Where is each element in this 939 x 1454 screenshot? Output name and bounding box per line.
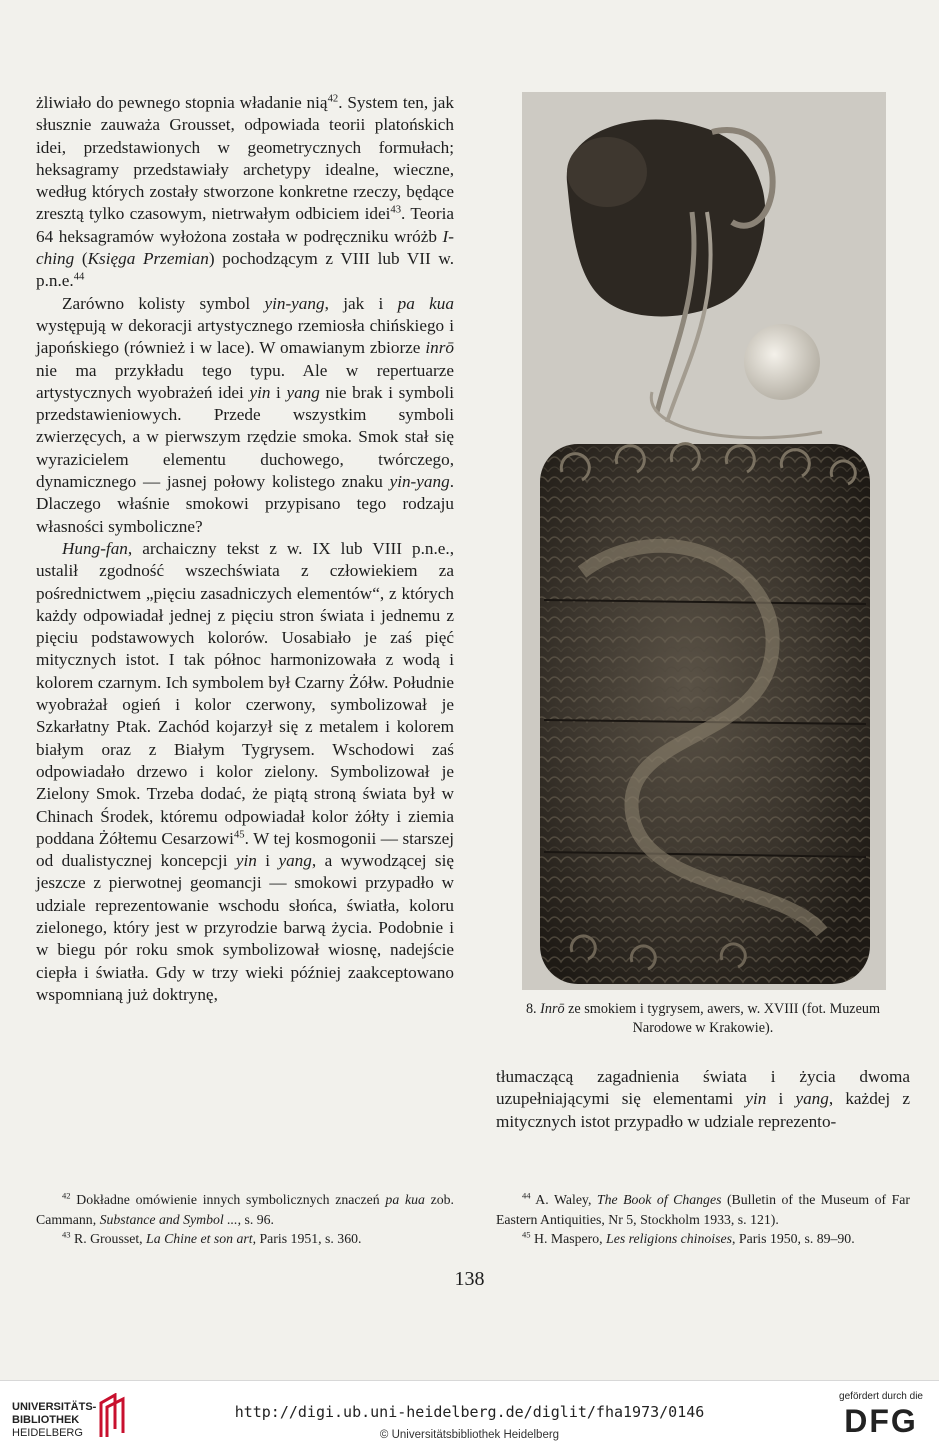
left-paragraph-1: żliwiało do pewnego stopnia władanie nią$^{42}$. System ten, jak słusznie zauważa Grousset, odpowiada teorii platońskich idei, przedstawionych w geometrycznych formułach; heksagramy przedstawiały archetypy idealne, wieczne, według których zostały stworzone konkretne rzeczy, będące zresztą tylko czasowym, nietrwałym odbiciem idei$^{43}$. Teoria 64 heksagramów wyłożona została w podręczniku wróżb I-ching (Księga Przemian) pochodzącym z VIII lub VII w. p.n.e.$^{44}$ [36, 93, 454, 291]
footnote-45: $^{45}$ H. Maspero, Les religions chinoises, Paris 1950, s. 89–90. [522, 1229, 855, 1246]
funder-name: DFG [844, 1403, 918, 1439]
ojime-bead [744, 324, 820, 400]
library-name-line-1: UNIVERSITÄTS- [12, 1401, 97, 1413]
footnote-44: $^{44}$ A. Waley, The Book of Changes (Bulletin of the Museum of Far Eastern Antiquities, Nr 5, Stockholm 1933, s. 121). [496, 1190, 910, 1227]
footnote-43: $^{43}$ R. Grousset, La Chine et son art, Paris 1951, s. 360. [62, 1229, 362, 1246]
digitization-footer [0, 1380, 939, 1454]
inro-photograph [522, 92, 886, 990]
footnotes-right [496, 1190, 910, 1249]
dfg-funder-logo [839, 1391, 923, 1438]
source-url-link[interactable]: http://digi.ub.uni-heidelberg.de/diglit/fha1973/0146 [234, 1403, 705, 1421]
caption-line-1: 8. Inrō ze smokiem i tygrysem, awers, w. XVIII (fot. Muzeum [525, 1001, 881, 1017]
inro-illustration [522, 92, 886, 990]
page-number: 138 [454, 1268, 485, 1290]
left-paragraph-3: Hung-fan, archaiczny tekst z w. IX lub VIII p.n.e., ustalił zgodność wszechświata z człowiekiem za pośrednictwem „pięciu zasadniczych elementów“, z których każdy odpowiadał jednej z pięciu stron świata i jednemu z pięciu podstawowych kolorów. Uosabiało je zaś pięć mitycznych istot. I tak północ harmonizowała z wodą i kolorem czarnym. Ich symbolem był Czarny Żółw. Południe wyobrażał ogień i kolor czerwony, symbolizował je Szkarłatny Ptak. Zachód kojarzył się z metalem i kolorem białym oraz z Białym Tygrysem. Wschodowi zaś odpowiadało drzewo i kolor zielony. Symbolizował je Zielony Smok. Trzeba dodać, że piątą stroną świata był w Chinach Środek, któremu odpowiadał kolor żółty i ziemia poddana Żółtemu Cesarzowi$^{45}$. W tej kosmogonii — starszej od dualistycznej koncepcji yin i yang, a wywodzącej się jeszcze z pierwotnej geomancji — smokowi przypadło w udziale reprezentowanie wschodu słońca, światła, koloru zielonego, który jest w przyrodzie barwą życia. Podobnie i w biegu pór roku smok symbolizował wiosnę, nadejście ciepła i światła. Gdy w trzy wieki później zaakceptowano wspomnianą już doktrynę, [36, 538, 454, 1004]
library-name-line-3: HEIDELBERG [12, 1427, 83, 1439]
left-text-column [36, 92, 454, 1006]
library-name-line-2: BIBLIOTHEK [12, 1414, 80, 1426]
left-paragraph-2: Zarówno kolisty symbol yin-yang, jak i pa kua występują w dekoracji artystycznego rzemiosła chińskiego i japońskiego (również i w lace). W omawianym zbiorze inrō nie ma przykładu tego typu. Ale w repertuarze artystycznych wyobrażeń idei yin i yang nie brak i symboli przedstawieniowych. Przede wszystkim symboli zwierzęcych, a w pierwszym rzędzie smoka. Smok stał się wyrazicielem elementu duchowego, twórczego, dynamicznego — jasnej połowy kolistego znaku yin-yang. Dlaczego właśnie smokowi przypisano tego rodzaju własności symboliczne? [36, 293, 455, 536]
footnotes-left [36, 1190, 454, 1249]
funder-note: gefördert durch die [839, 1391, 923, 1402]
figure-caption [496, 1000, 910, 1038]
caption-line-2: Narodowe w Krakowie). [632, 1020, 774, 1036]
right-text-column [496, 1066, 910, 1133]
footnote-42: $^{42}$ Dokładne omówienie innych symbolicznych znaczeń pa kua zob. Cammann, Substance and Symbol ..., s. 96. [36, 1190, 454, 1227]
copyright-notice: © Universitätsbibliothek Heidelberg [379, 1429, 560, 1441]
right-paragraph-1: tłumaczącą zagadnienia świata i życia dwoma uzupełniającymi się elementami yin i yang, każdej z mitycznych istot przypadło w udziale reprezento- [496, 1067, 910, 1131]
